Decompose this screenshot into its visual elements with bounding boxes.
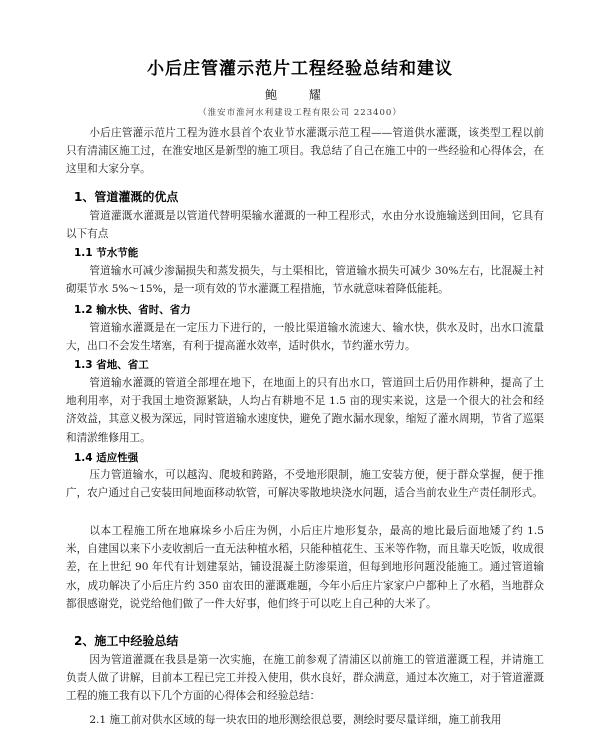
section-1-4-body: 压力管道输水，可以越沟、爬坡和跨路，不受地形限制，施工安装方便，便于群众掌握，便于推广，农户通过自己安装田间地面移动软管，可解决零散地块浇水问题，适合当前农业生产责任制形式。 [66,469,544,500]
section-2-body: 因为管道灌溉在我县是第一次实施，在施工前参观了清浦区以前施工的管道灌溉工程，并请施工负责人做了讲解，目前本工程已完工并投入使用，供水良好，群众满意，通过本次施工，对于管道灌溉工程的施工我有以下几个方面的心得体会和经验总结： [66,654,544,703]
section-1-1-heading: 1.1 节水节能 [74,247,139,259]
section-1-2-heading: 1.2 输水快、省时、省力 [74,304,191,316]
author-affiliation: （淮安市淮河水利建设工程有限公司 223400） [198,108,402,118]
section-1-2-body: 管道输水灌溉是在一定压力下进行的，一般比渠道输水流速大、输水快，供水及时，出水口流量大，出口不会发生堵塞，有利于提高灌水效率，适时供水，节约灌水劳力。 [66,322,544,353]
section-1-3-heading: 1.3 省地、省工 [74,359,149,371]
author-name: 鲍 耀 [265,88,335,102]
document-title: 小后庄管灌示范片工程经验总结和建议 [147,59,453,79]
section-2-heading: 2、施工中经验总结 [74,634,179,648]
section-1-body: 管道灌溉水灌溉是以管道代替明渠输水灌溉的一种工程形式，水由分水设施输送到田间，它具有以下有点 [66,210,544,241]
section-1-4-heading: 1.4 适应性强 [74,452,139,464]
case-study-paragraph: 以本工程施工所在地麻垛乡小后庄为例，小后庄片地形复杂，最高的地比最后面地矮了约 1.5 米，自建国以来下小麦收割后一直无法种植水稻，只能种植花生、玉米等作物，而且靠天吃饭，收成很差，在上世纪 90 年代有计划建泵站，铺设混凝土防渗渠道，但每到地形问题没能施工。通过管道输水，成功解决了小后庄片约 350 亩农田的灌溉难题，今年小后庄片家家户户都种上了水稻，当地群众都很感谢党，说党给他们做了一件大好事，他们终于可以吃上自己种的大米了。 [66,525,544,610]
section-1-3-body: 管道输水灌溉的管道全部埋在地下，在地面上的只有出水口，管道回土后仍用作耕种，提高了土地利用率，对于我国土地资源紧缺，人均占有耕地不足 1.5 亩的现实来说，这是一个很大的社会和经济效益，其意义极为深远，同时管道输水速度快，避免了跑水漏水现象，缩短了灌水周期，节省了巡渠和清淤维修用工。 [66,377,544,444]
section-1-heading: 1、管道灌溉的优点 [74,190,179,204]
section-2-1-body: 2.1 施工前对供水区域的每一块农田的地形测绘很总要，测绘时要尽量详细，施工前我用 [89,714,502,726]
section-1-1-body: 管道输水可减少渗漏损失和蒸发损失，与土渠相比，管道输水损失可减少 30%左右，比混凝土衬砌渠节水 5%～15%，是一项有效的节水灌溉工程措施，节水就意味着降低能耗。 [66,265,544,296]
intro-paragraph: 小后庄管灌示范片工程为涟水县首个农业节水灌溉示范工程——管道供水灌溉，该类型工程以前只有清浦区施工过，在淮安地区是新型的施工项目。我总结了自己在施工中的一些经验和心得体会，在这里和大家分享。 [66,127,544,176]
